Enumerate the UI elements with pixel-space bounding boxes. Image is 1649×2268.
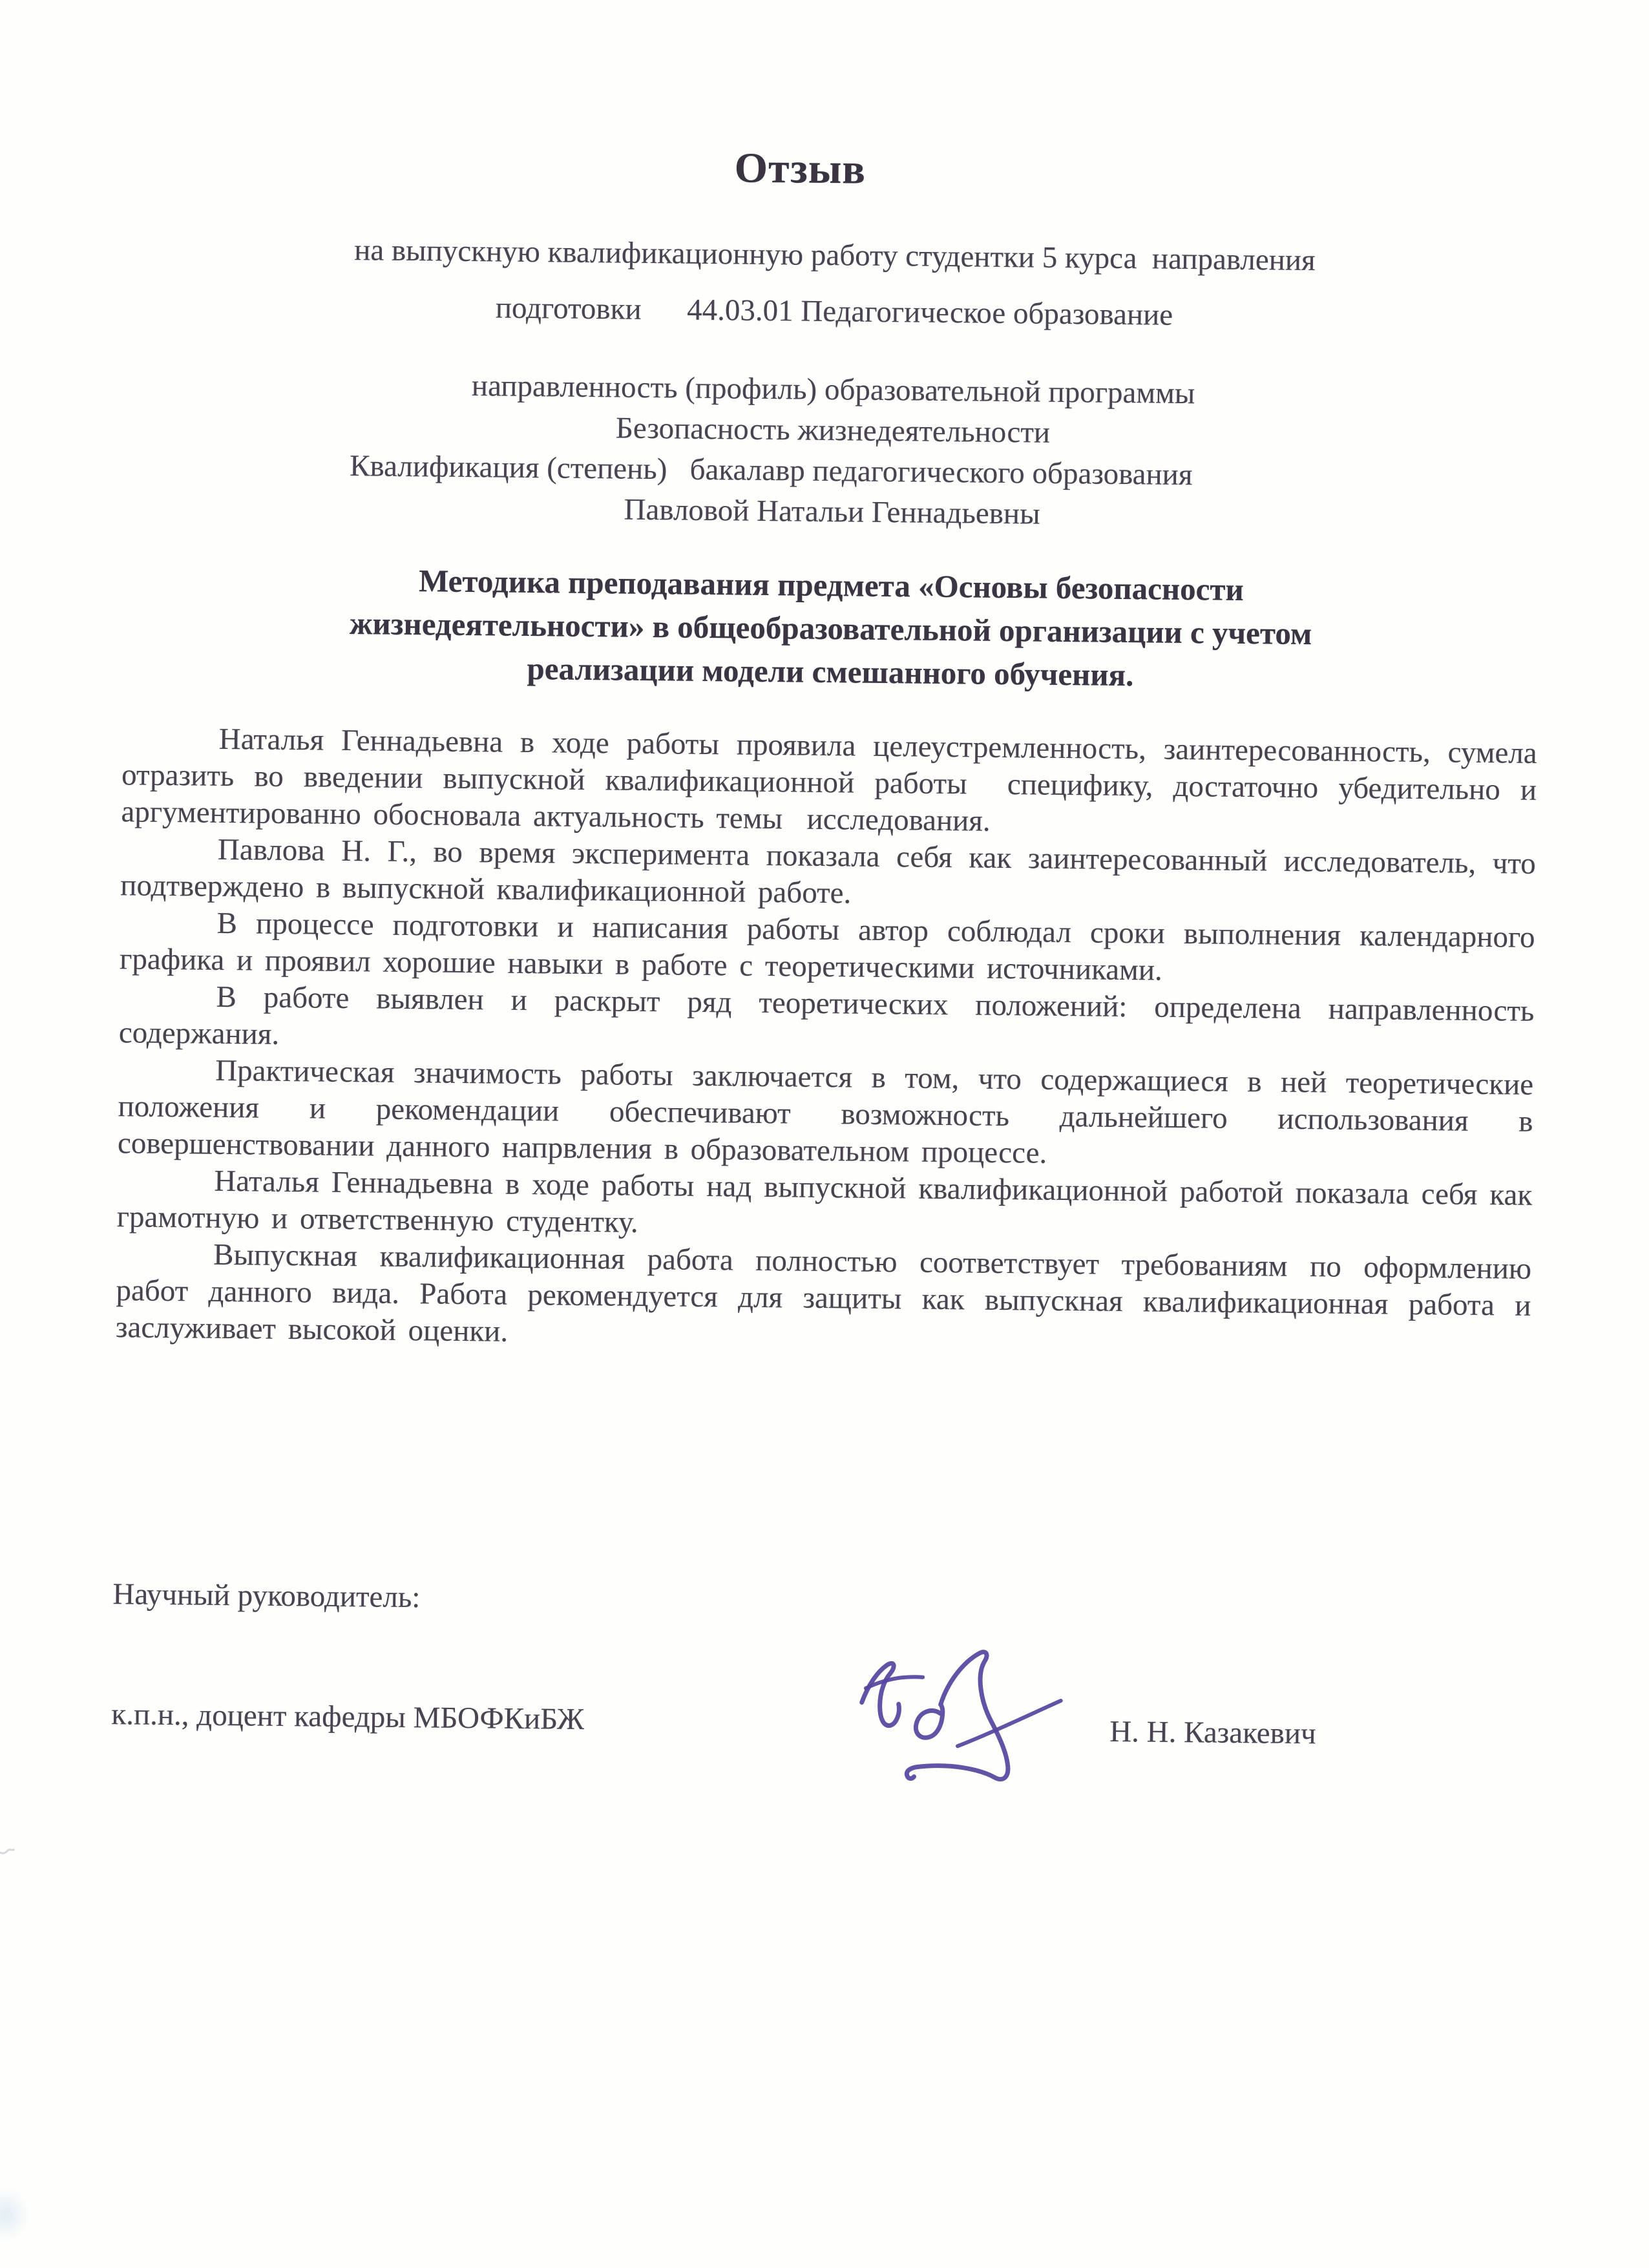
document-title: Отзыв <box>734 144 867 193</box>
qualification-line: Квалификация (степень) бакалавр педагогического образования <box>349 449 1193 492</box>
paragraph-5: Практическая значимость работы заключается в том, что содержащиеся в ней теоретические положения и рекомендации обеспечивают возможность дальнейшего использования в совершенствовании данного напрвления в образовательном процессе. <box>117 1053 1546 1170</box>
program-name-line: Безопасность жизнедеятельности <box>615 411 1051 450</box>
work-title-line-3: реализации модели смешанного обучения. <box>527 651 1134 693</box>
work-title-line-1: Методика преподавания предмета «Основы безопасности <box>418 563 1245 607</box>
signature-row <box>111 1697 1527 1764</box>
paragraph-2: Павлова Н. Г., во время эксперимента показала себя как заинтересованный исследователь, что подтверждено в выпускной квалификационной работе. <box>120 832 1548 910</box>
paragraph-3: В процессе подготовки и написания работы автор соблюдал сроки выполнения календарного графика и проявил хорошие навыки в работе с теоретическими источниками. <box>119 906 1548 987</box>
paragraph-1: Наталья Геннадьевна в ходе работы проявила целеустремленность, заинтересованность, сумела отразить во введении выпускной квалификационной работы специфику, достаточно убедительно и аргументированно обосновала актуальность темы исследования. <box>121 722 1549 838</box>
paragraph-4: В работе выявлен и раскрыт ряд теоретических положений: определена направленность содержания. <box>118 980 1547 1051</box>
work-title <box>123 556 1539 701</box>
supervisor-label: Научный руководитель: <box>112 1577 421 1615</box>
supervisor-position: к.п.н., доцент кафедры МБОФКиБЖ <box>111 1697 585 1737</box>
supervisor-name: Н. Н. Казакевич <box>1109 1714 1316 1751</box>
handwritten-signature-ink <box>850 1641 1075 1843</box>
program-profile-line: направленность (профиль) образовательной программы <box>471 369 1195 411</box>
scan-artifact-smudge <box>0 2187 30 2242</box>
work-title-line-2: жизнедеятельности» в общеобразовательной организации с учетом <box>349 605 1312 652</box>
student-name-line: Павловой Натальи Геннадьевны <box>624 492 1040 531</box>
paragraph-7: Выпускная квалификационная работа полностью соответствует требованиям по оформлению работ данного вида. Работа рекомендуется для защиты как выпускная квалификационная работа и заслуживает высокой оценки. <box>115 1237 1544 1349</box>
subtitle-line-1: на выпускную квалификационную работу студентки 5 курса направления <box>353 233 1316 278</box>
paragraph-6: Наталья Геннадьевна в ходе работы над выпускной квалификационной работой показала себя как грамотную и ответственную студентку. <box>116 1164 1545 1239</box>
scan-artifact-squiggle <box>0 1845 15 1860</box>
subtitle-line-2: подготовки 44.03.01 Педагогическое образование <box>495 291 1173 332</box>
review-body <box>115 720 1549 1361</box>
